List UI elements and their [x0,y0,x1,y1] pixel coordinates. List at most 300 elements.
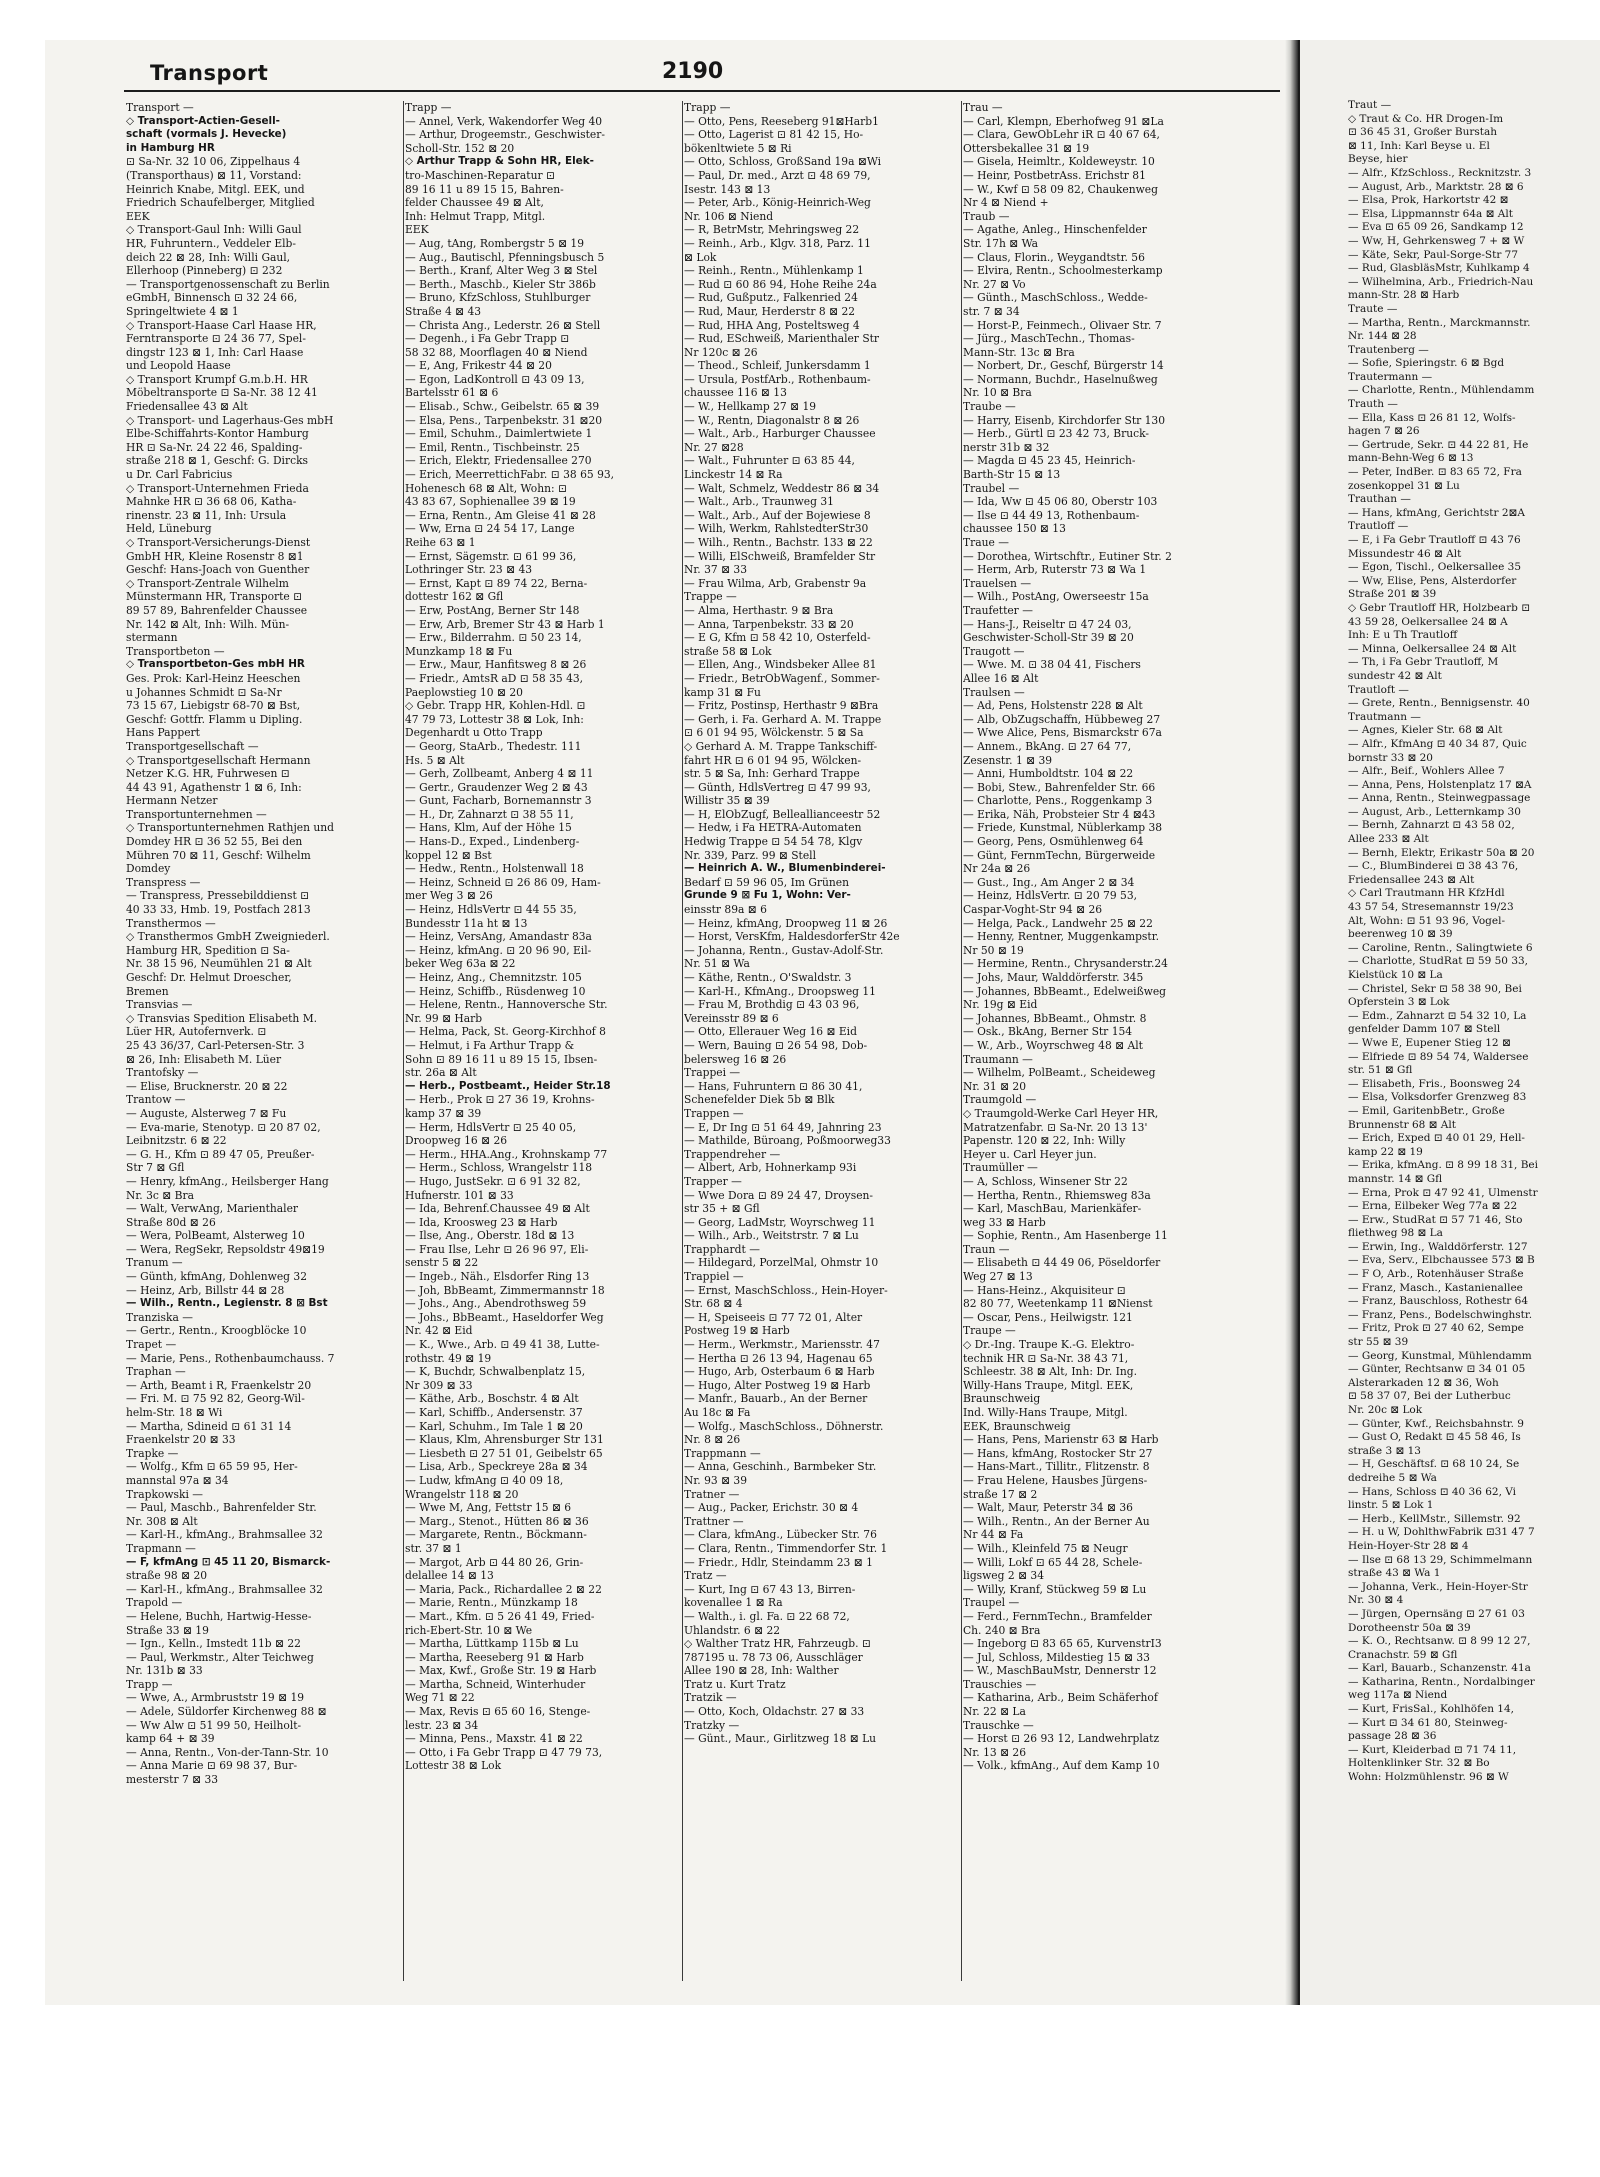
directory-entry-line: nerstr 31b ⊠ 32 [963,440,1050,454]
directory-entry-line: eGmbH, Binnensch ⊡ 32 24 66, [126,291,298,305]
directory-entry-line: — Hedw, i Fa HETRA-Automaten [684,821,862,835]
directory-entry-line: — Hans-J., Reiseltr ⊡ 47 24 03, [963,617,1132,631]
directory-entry-line: — Hans-Mart., Tillitr., Flitzenstr. 8 [963,1460,1150,1474]
directory-entry-line: ◇ Transthermos GmbH Zweigniederl. [126,930,330,944]
directory-entry-line: — Erika, Näh, Probsteier Str 4 ⊠43 [963,807,1156,821]
directory-entry-line: — Horst-P., Feinmech., Olivaer Str. 7 [963,318,1162,332]
directory-entry-line: — Auguste, Alsterweg 7 ⊠ Fu [126,1106,287,1120]
directory-entry-line: str 35 + ⊠ Gfl [684,1202,760,1216]
directory-entry-line: Nr. 106 ⊠ Niend [684,209,774,223]
directory-entry-line: Trautermann — [1348,370,1433,383]
column-divider [961,101,962,1981]
column-divider [403,101,404,1981]
directory-entry-line: — Johs., BbBeamt., Haseldorfer Weg [405,1310,604,1324]
directory-entry-line: — Heinz, kfmAng, Droopweg 11 ⊠ 26 [684,916,888,930]
directory-entry-line: bökenltwiete 5 ⊠ Ri [684,141,792,155]
directory-entry-line: — Anna, Rentn., Von-der-Tann-Str. 10 [126,1745,329,1759]
directory-entry-line: — Manfr., Bauarb., An der Berner [684,1392,868,1406]
directory-entry-line: — Rud, HHA Ang, Posteltsweg 4 [684,318,860,332]
directory-entry-line: 40 33 33, Hmb. 19, Postfach 2813 [126,903,311,917]
directory-entry-line: — Karl-H., kfmAng., Brahmsallee 32 [126,1528,323,1542]
directory-entry-line: — E, i Fa Gebr Trautloff ⊡ 43 76 [1348,534,1521,546]
directory-entry-line: — Anna, Geschinh., Barmbeker Str. [684,1460,877,1474]
directory-entry-line: Traphan — [126,1365,186,1379]
directory-entry-line: — Karl-H., KfmAng., Droopsweg 11 [684,984,876,998]
directory-entry-line: Allee 233 ⊠ Alt [1348,833,1429,846]
directory-entry-line: — Heinz, VersAng, Amandastr 83a [405,930,592,944]
directory-entry-line: Hedwig Trappe ⊡ 54 54 78, Klgv [684,835,863,849]
directory-entry-line: zosenkoppel 31 ⊠ Lu [1348,479,1460,492]
directory-entry-line: ligsweg 2 ⊠ 34 [963,1569,1045,1583]
directory-entry-line: — Gust., Ing., Am Anger 2 ⊠ 34 [963,875,1135,889]
directory-entry-line: — Rud, GlasbläsMstr, Kuhlkamp 4 [1348,262,1530,275]
directory-entry-line: — Hildegard, PorzelMal, Ohmstr 10 [684,1256,879,1270]
directory-entry-line: Trantow — [126,1093,186,1107]
directory-entry-line: Nr 44 ⊠ Fa [963,1528,1024,1542]
directory-entry-line: Weg 27 ⊠ 13 [963,1270,1033,1284]
directory-entry-line: — Wilhelm, PolBeamt., Scheideweg [963,1066,1156,1080]
directory-entry-line: — Erw, Arb, Bremer Str 43 ⊠ Harb 1 [405,617,605,631]
directory-entry-line: — Wwe, A., Armbruststr 19 ⊠ 19 [126,1691,305,1705]
directory-entry-line: — Ww, Elise, Pens, Alsterdorfer [1348,574,1517,587]
directory-entry-line: — Walt, Maur, Peterstr 34 ⊠ 36 [963,1501,1133,1515]
directory-entry-line: Traupe — [963,1324,1016,1338]
directory-entry-line: 43 59 28, Oelkersallee 24 ⊠ A [1348,615,1508,628]
directory-entry-line: — Edm., Zahnarzt ⊡ 54 32 10, La [1348,1009,1527,1022]
directory-entry-line: Trapp — [405,101,452,114]
directory-entry-line: — Wwe Alice, Pens, Bismarckstr 67a [963,726,1162,740]
directory-entry-line: Trapkowski — [126,1487,203,1501]
directory-entry-line: Nr. 144 ⊠ 28 [1348,330,1417,343]
directory-entry-line: Beyse, hier [1348,153,1408,166]
directory-entry-line: 43 57 54, Stresemannstr 19/23 [1348,901,1514,914]
directory-entry-line: GmbH HR, Kleine Rosenstr 8 ⊠1 [126,549,304,563]
directory-entry-line: — Christel, Sekr ⊡ 58 38 90, Bei [1348,982,1522,995]
directory-entry-line: — Paul, Dr. med., Arzt ⊡ 48 69 79, [684,168,871,182]
directory-entry-line: — Erna, Eilbeker Weg 77a ⊠ 22 [1348,1200,1518,1213]
directory-entry-line: Geschf: Gottfr. Flamm u Dipling. [126,712,303,726]
directory-entry-line: — Günt, FernmTechn, Bürgerweide [963,848,1156,862]
directory-entry-line: — Ferd., FernmTechn., Bramfelder [963,1609,1152,1623]
directory-entry-line: stermann [126,631,178,645]
directory-entry-line: Trautmann — [1348,710,1421,723]
directory-entry-line: — Bernh, Elektr, Erikastr 50a ⊠ 20 [1348,846,1535,859]
directory-entry-line: — Ad, Pens, Holstenstr 228 ⊠ Alt [963,699,1143,713]
directory-entry-line: — Margarete, Rentn., Böckmann- [405,1528,587,1542]
directory-entry-line: Str 7 ⊠ Gfl [126,1161,185,1175]
directory-entry-line: Grunde 9 ⊠ Fu 1, Wohn: Ver- [684,889,851,902]
directory-entry-line: — Norbert, Dr., Geschf, Bürgerstr 14 [963,359,1164,373]
directory-entry-line: — Johannes, BbBeamt., Edelweißweg [963,984,1167,998]
directory-entry-line: — Günth., MaschSchloss., Wedde- [963,291,1148,305]
directory-entry-line: — Günter, Rechtsanw ⊡ 34 01 05 [1348,1363,1526,1376]
directory-entry-line: HR, Fuhruntern., Veddeler Elb- [126,236,297,250]
directory-entry-line: Mann-Str. 13c ⊠ Bra [963,345,1075,359]
directory-entry-line: — Friedr., BetrObWagenf., Sommer- [684,671,880,685]
directory-entry-line: — Wilh., Rentn., An der Berner Au [963,1514,1150,1528]
directory-entry-line: — Ingeborg ⊡ 83 65 65, KurvenstrI3 [963,1637,1162,1651]
directory-entry-line: Straße 80d ⊠ 26 [126,1215,216,1229]
directory-entry-line: Nr. 20c ⊠ Lok [1348,1404,1423,1416]
directory-entry-line: — Henry, kfmAng., Heilsberger Hang [126,1174,329,1188]
directory-entry-line: Alt, Wohn: ⊡ 51 93 96, Vogel- [1348,914,1505,927]
directory-entry-line: Friedensallee 243 ⊠ Alt [1348,873,1475,886]
directory-entry-line: — Otto, Pens, Reeseberg 91⊠Harb1 [684,114,879,128]
header-rule [124,90,1280,92]
directory-entry-line: kamp 37 ⊠ 39 [405,1106,482,1120]
directory-entry-line: — Normann, Buchdr., Haselnußweg [963,372,1158,386]
directory-entry-line: bornstr 33 ⊠ 20 [1348,751,1433,764]
directory-entry-line: — Heinz, Arb, Billstr 44 ⊠ 28 [126,1283,285,1297]
directory-entry-line: — Heinr, PostbetrAss. Erichstr 81 [963,168,1146,182]
directory-entry-line: — Erna, Rentn., Am Gleise 41 ⊠ 28 [405,508,596,522]
directory-entry-line: — Karl, MaschBau, Marienkäfer- [963,1202,1142,1216]
directory-entry-line: — Magda ⊡ 45 23 45, Heinrich- [963,454,1136,468]
directory-entry-line: — Minna, Oelkersallee 24 ⊠ Alt [1348,642,1517,655]
directory-entry-line: in Hamburg HR [126,141,215,154]
directory-entry-line: ◇ Arthur Trapp & Sohn HR, Elek- [405,155,594,168]
directory-entry-line: — Anna, Rentn., Steinwegpassage [1348,792,1531,805]
directory-entry-line: Nr 4 ⊠ Niend + [963,196,1049,210]
directory-entry-line: ◇ Traut & Co. HR Drogen-Im [1348,112,1504,125]
directory-entry-line: — Arthur, Drogeemstr., Geschwister- [405,128,605,142]
directory-entry-line: Nr. 51 ⊠ Wa [684,957,750,971]
directory-entry-line: — Otto, Lagerist ⊡ 81 42 15, Ho- [684,128,864,142]
directory-entry-line: — Katharina, Arb., Beim Schäferhof [963,1691,1158,1705]
directory-entry-line: — F, kfmAng ⊡ 45 11 20, Bismarck- [126,1555,331,1568]
directory-entry-line: — Wern, Bauing ⊡ 26 54 98, Dob- [684,1038,868,1052]
directory-entry-line: — Emil, Rentn., Tischbeinstr. 25 [405,440,580,454]
directory-entry-line: — W., Kwf ⊡ 58 09 82, Chaukenweg [963,182,1158,196]
directory-entry-line: — Helma, Pack, St. Georg-Kirchhof 8 [405,1025,606,1039]
directory-entry-line: — Johs, Maur, Walddörferstr. 345 [963,971,1144,984]
directory-entry-line: Held, Lüneburg [126,522,212,536]
directory-entry-line: kamp 22 ⊠ 19 [1348,1145,1423,1158]
directory-entry-line: Scholl-Str. 152 ⊠ 20 [405,141,515,155]
directory-entry-line: — Herm., Werkmstr., Mariensstr. 47 [684,1338,880,1352]
directory-entry-line: — Frau M, Brothdig ⊡ 43 03 96, [684,998,860,1012]
directory-entry-line: — Frau Wilma, Arb, Grabenstr 9a [684,576,867,590]
directory-entry-line: Papenstr. 120 ⊠ 22, Inh: Willy [963,1134,1126,1148]
directory-entry-line: — Herb., Postbeamt., Heider Str.18 [405,1079,611,1092]
directory-entry-line: — Franz, Pens., Bodelschwinghstr. [1348,1308,1533,1321]
directory-entry-line: — Dorothea, Wirtschftr., Eutiner Str. 2 [963,549,1172,563]
directory-entry-line: ◇ Walther Tratz HR, Fahrzeugb. ⊡ [684,1637,871,1651]
directory-entry-line: — Gerh, Zollbeamt, Anberg 4 ⊠ 11 [405,767,594,781]
directory-entry-line: — Wolfg., Kfm ⊡ 65 59 95, Her- [126,1460,298,1474]
directory-entry-line: — Friede, Kunstmal, Nüblerkamp 38 [963,821,1163,835]
directory-entry-line: — Clara, GewObLehr iR ⊡ 40 67 64, [963,128,1160,142]
directory-entry-line: — H. u W, DohlthwFabrik ⊡31 47 7 [1348,1526,1535,1539]
directory-entry-line: Trapp — [126,1677,173,1691]
directory-entry-line: — Transportgenossenschaft zu Berlin [126,277,330,291]
directory-entry-line: — Willy, Kranf, Stückweg 59 ⊠ Lu [963,1582,1147,1596]
directory-entry-line: Bundesstr 11a ht ⊠ 13 [405,916,528,930]
directory-entry-line: — Martha, Sdineid ⊡ 61 31 14 [126,1419,292,1433]
directory-entry-line: fliethweg 98 ⊠ La [1348,1227,1443,1240]
directory-entry-line: — Walth., i. gl. Fa. ⊡ 22 68 72, [684,1609,850,1623]
directory-entry-line: Transpress — [126,875,201,889]
directory-entry-line: — Caroline, Rentn., Salingtwiete 6 [1348,941,1533,954]
directory-entry-line: — Herb., Prok ⊡ 27 36 19, Krohns- [405,1093,595,1107]
directory-entry-line: — Erw., Bilderrahm. ⊡ 50 23 14, [405,631,582,645]
directory-entry-line: kamp 64 + ⊠ 39 [126,1732,215,1746]
directory-column-5-facing-page [1348,99,1598,1979]
directory-entry-line: — Gisela, Heimltr., Koldeweystr. 10 [963,155,1155,169]
directory-entry-line: — Clara, kfmAng., Lübecker Str. 76 [684,1528,877,1542]
directory-entry-line: — Volk., kfmAng., Auf dem Kamp 10 [963,1759,1160,1773]
directory-entry-line: 787195 u. 78 73 06, Ausschläger [684,1650,863,1664]
directory-entry-line: Ind. Willy-Hans Traupe, Mitgl. [963,1406,1128,1419]
directory-entry-line: Sohn ⊡ 89 16 11 u 89 15 15, Ibsen- [405,1052,598,1066]
directory-entry-line: — Ida, Kroosweg 23 ⊠ Harb [405,1215,558,1229]
directory-entry-line: straße 43 ⊠ Wa 1 [1348,1567,1441,1580]
directory-entry-line: — Wwe M, Ang, Fettstr 15 ⊠ 6 [405,1501,572,1515]
directory-entry-line: — W., Arb., Woyrschweg 48 ⊠ Alt [963,1038,1143,1052]
directory-entry-line: — Heinz, HdlsVertr. ⊡ 20 79 53, [963,889,1138,903]
directory-entry-line: — Ursula, PostfArb., Rothenbaum- [684,372,871,386]
directory-entry-line: Netzer K.G. HR, Fuhrwesen ⊡ [126,767,290,781]
directory-entry-line: Geschf: Hans-Joach von Guenther [126,563,310,577]
directory-entry-line: tro-Maschinen-Reparatur ⊡ [405,168,555,182]
directory-entry-line: — Berth., Maschb., Kieler Str 386b [405,277,596,291]
directory-entry-line: — Ida, Behrenf.Chaussee 49 ⊠ Alt [405,1202,590,1216]
directory-entry-line: Trautenberg — [1348,343,1429,356]
directory-entry-line: Nr. 142 ⊠ Alt, Inh: Wilh. Mün- [126,617,290,631]
column-divider [682,101,683,1981]
directory-entry-line: — Albert, Arb, Hohnerkamp 93i [684,1161,857,1175]
directory-entry-line: Nr. 3c ⊠ Bra [126,1188,194,1202]
directory-entry-line: — G. H., Kfm ⊡ 89 47 05, Preußer- [126,1147,315,1161]
directory-entry-line: — Fritz, Prok ⊡ 27 40 62, Sempe [1348,1322,1524,1335]
directory-entry-line: Inh: E u Th Trautloff [1348,629,1458,642]
directory-entry-line: Friedensallee 43 ⊠ Alt [126,400,248,414]
directory-entry-line: Braunschweig [963,1392,1041,1406]
directory-entry-line: Traue — [963,536,1009,549]
directory-entry-line: ◇ Transvias Spedition Elisabeth M. [126,1011,318,1025]
directory-entry-line: — Rud ⊡ 60 86 94, Hohe Reihe 24a [684,277,877,291]
directory-entry-line: Nr. 37 ⊠ 33 [684,563,748,577]
directory-entry-line: — Käthe, Arb., Boschstr. 4 ⊠ Alt [405,1392,579,1406]
directory-entry-line: Trappmann — [684,1446,761,1460]
directory-entry-line: kamp 31 ⊠ Fu [684,685,761,699]
directory-entry-line: — Jürg., MaschTechn., Thomas- [963,332,1135,346]
directory-entry-line: — Minna, Pens., Maxstr. 41 ⊠ 22 [405,1732,583,1746]
directory-entry-line: straße 17 ⊠ 2 [963,1487,1038,1501]
directory-entry-line: — Gertrude, Sekr. ⊡ 44 22 81, He [1348,438,1529,451]
directory-column-2 [405,101,682,1981]
directory-entry-line: Nr. 27 ⊠28 [684,440,744,454]
directory-entry-line: Dorotheenstr 50a ⊠ 39 [1348,1621,1471,1634]
directory-entry-line: Trappei — [684,1066,741,1080]
directory-entry-line: — Lisa, Arb., Speckreye 28a ⊠ 34 [405,1460,588,1474]
directory-entry-line: mer Weg 3 ⊠ 26 [405,889,493,903]
directory-entry-line: ◇ Gebr Trautloff HR, Holzbearb ⊡ [1348,601,1531,614]
directory-entry-line: — Agathe, Anleg., Hinschenfelder [963,223,1147,237]
directory-entry-line: Lottestr 38 ⊠ Lok [405,1759,502,1773]
directory-entry-line: straße 3 ⊠ 13 [1348,1444,1421,1457]
directory-entry-line: — Ww, Erna ⊡ 24 54 17, Lange [405,522,575,536]
directory-entry-line: Tratz u. Kurt Tratz [684,1677,786,1691]
directory-entry-line: Au 18c ⊠ Fa [684,1406,751,1419]
directory-entry-line: — H, ElObZugf, Belleallianceestr 52 [684,807,881,821]
directory-entry-line: — Heinrich A. W., Blumenbinderei- [684,862,886,875]
directory-entry-line: — Käte, Sekr, Paul-Sorge-Str 77 [1348,248,1519,261]
directory-entry-line: Traumann — [963,1052,1033,1066]
directory-entry-line: — Heinz, Ang., Chemnitzstr. 105 [405,971,582,984]
directory-entry-line: ⊡ 58 37 07, Bei der Lutherbuc [1348,1390,1511,1403]
directory-entry-line: — Ellen, Ang., Windsbeker Allee 81 [684,658,877,672]
directory-entry-line: Mühren 70 ⊠ 11, Geschf: Wilhelm [126,848,311,862]
directory-entry-line: — Gunt, Facharb, Bornemannstr 3 [405,794,592,808]
directory-entry-line: ◇ Gebr. Trapp HR, Kohlen-Hdl. ⊡ [405,699,586,713]
directory-entry-line: — Otto, i Fa Gebr Trapp ⊡ 47 79 73, [405,1745,603,1759]
directory-entry-line: straße 58 ⊠ Lok [684,644,772,658]
directory-entry-line: — Herm, Arb, Ruterstr 73 ⊠ Wa 1 [963,563,1147,577]
directory-entry-line: Transportgesellschaft — [126,739,259,753]
directory-entry-line: — Günter, Kwf., Reichsbahnstr. 9 [1348,1417,1524,1430]
directory-entry-line: 44 43 91, Agathenstr 1 ⊠ 6, Inh: [126,780,302,794]
directory-entry-line: — Herm., HHA.Ang., Krohnskamp 77 [405,1147,608,1161]
directory-entry-line: Heinrich Knabe, Mitgl. EEK, und [126,182,305,196]
directory-entry-line: Barth-Str 15 ⊠ 13 [963,468,1061,482]
directory-entry-line: 43 83 67, Sophienallee 39 ⊠ 19 [405,495,576,509]
directory-entry-line: Traumgold — [963,1093,1037,1107]
directory-entry-line: — Ernst, Sägemstr. ⊡ 61 99 36, [405,549,577,563]
directory-entry-line: ◇ Transportgesellschaft Hermann [126,753,311,767]
directory-entry-line: Mahnke HR ⊡ 36 68 06, Katha- [126,495,297,509]
directory-entry-line: — Oscar, Pens., Heilwigstr. 121 [963,1310,1133,1324]
directory-entry-line: — C., BlumBinderei ⊡ 38 43 76, [1348,860,1519,873]
directory-entry-line: — Hugo, JustSekr. ⊡ 6 91 32 82, [405,1174,581,1188]
directory-entry-line: — Marg., Stenot., Hütten 86 ⊠ 36 [405,1514,589,1528]
directory-entry-line: Allee 190 ⊠ 28, Inh: Walther [684,1664,839,1678]
directory-entry-line: — Liesbeth ⊡ 27 51 01, Geibelstr 65 [405,1446,603,1460]
directory-entry-line: Lüer HR, Autofernverk. ⊡ [126,1025,267,1039]
directory-entry-line: fahrt HR ⊡ 6 01 94 95, Wölcken- [684,753,862,767]
directory-entry-line: Ch. 240 ⊠ Bra [963,1623,1041,1637]
directory-entry-line: — Paul, Maschb., Bahrenfelder Str. [126,1501,317,1515]
directory-entry-line: — Wilh., Kleinfeld 75 ⊠ Neugr [963,1541,1128,1555]
directory-entry-line: Caspar-Voght-Str 94 ⊠ 26 [963,903,1103,917]
directory-entry-line: — Ilse ⊡ 44 49 13, Rothenbaum- [963,508,1140,522]
directory-entry-line: — Wilhelmina, Arb., Friedrich-Nau [1348,275,1534,288]
directory-entry-line: Trautloff — [1348,520,1409,533]
directory-entry-line: Traub — [963,209,1010,223]
directory-entry-line: Hamburg HR, Spedition ⊡ Sa- [126,943,290,957]
directory-entry-line: chaussee 150 ⊠ 13 [963,522,1066,536]
directory-entry-line: mann-Str. 28 ⊠ Harb [1348,289,1460,302]
directory-entry-line: Tranziska — [126,1310,193,1324]
directory-entry-line: Nr. 42 ⊠ Eid [405,1324,473,1338]
directory-entry-line: Tratzik — [684,1691,737,1705]
directory-entry-line: — Martha, Reeseberg 91 ⊠ Harb [405,1650,584,1664]
directory-entry-line: Willy-Hans Traupe, Mitgl. EEK, [963,1378,1134,1392]
directory-entry-line: Straße 201 ⊠ 39 [1348,588,1437,601]
directory-entry-line: einsstr 89a ⊠ 6 [684,903,767,917]
directory-entry-line: — Erich, MeerrettichFabr. ⊡ 38 65 93, [405,468,615,482]
directory-entry-line: Inh: Helmut Trapp, Mitgl. [405,209,546,223]
directory-entry-line: — Horst ⊡ 26 93 12, Landwehrplatz [963,1732,1160,1746]
directory-entry-line: mann-Behn-Weg 6 ⊠ 13 [1348,452,1474,465]
directory-entry-line: — Ww Alw ⊡ 51 99 50, Heilholt- [126,1718,302,1732]
directory-entry-line: — Bobi, Stew., Bahrenfelder Str. 66 [963,780,1156,794]
directory-entry-line: — Kurt, Kleiderbad ⊡ 71 74 11, [1348,1743,1517,1756]
directory-entry-line: — Sophie, Rentn., Am Hasenberge 11 [963,1229,1168,1243]
directory-entry-line: — Th, i Fa Gebr Trautloff, M [1348,656,1499,669]
directory-entry-line: — Christa Ang., Lederstr. 26 ⊠ Stell [405,318,601,332]
directory-entry-line: ⊠ 11, Inh: Karl Beyse u. El [1348,139,1490,152]
directory-entry-line: ⊡ 36 45 31, Großer Burstah [1348,126,1498,139]
directory-entry-line: — H, Geschäftsf. ⊡ 68 10 24, Se [1348,1458,1520,1471]
directory-entry-line: Transport — [126,101,194,114]
directory-column-4 [963,101,1283,1981]
directory-entry-line: Holtenklinker Str. 32 ⊠ Bo [1348,1757,1490,1770]
directory-entry-line: — Elisab., Schw., Geibelstr. 65 ⊠ 39 [405,400,600,414]
directory-entry-line: — Elise, Brucknerstr. 20 ⊠ 22 [126,1079,288,1093]
directory-entry-line: — Heinz, HdlsVertr ⊡ 44 55 35, [405,903,577,917]
directory-entry-line: Traubel — [963,481,1020,495]
directory-entry-line: Allee 16 ⊠ Alt [963,671,1039,685]
directory-entry-line: — Elsa, Prok, Harkortstr 42 ⊠ [1348,194,1509,207]
directory-entry-line: Tratz — [684,1569,727,1583]
directory-entry-line: — Egon, Tischl., Oelkersallee 35 [1348,561,1522,574]
directory-entry-line: delallee 14 ⊠ 13 [405,1569,494,1583]
directory-entry-line: — Anni, Humboldtstr. 104 ⊠ 22 [963,767,1134,781]
directory-entry-line: Tratzky — [684,1718,740,1732]
directory-entry-line: — Reinh., Arb., Klgv. 318, Parz. 11 [684,236,871,250]
directory-entry-line: — Wilh., PostAng, Owerseestr 15a [963,590,1149,604]
directory-entry-line: — Kurt ⊡ 34 61 80, Steinweg- [1348,1716,1508,1729]
directory-entry-line: — Maria, Pack., Richardallee 2 ⊠ 22 [405,1582,602,1596]
directory-entry-line: deich 22 ⊠ 28, Inh: Willi Gaul, [126,250,291,264]
directory-entry-line: — Erich, Exped ⊡ 40 01 29, Hell- [1348,1132,1525,1145]
directory-entry-line: — Helene, Buchh, Hartwig-Hesse- [126,1609,312,1623]
directory-entry-line: — Elsa, Pens., Tarpenbekstr. 31 ⊠20 [405,413,603,427]
directory-entry-line: Friedrich Schaufelberger, Mitglied [126,196,315,210]
directory-entry-line: ◇ Transportunternehmen Rathjen und [126,821,334,835]
directory-entry-line: Str. 68 ⊠ 4 [684,1297,743,1311]
directory-entry-line: 89 16 11 u 89 15 15, Bahren- [405,182,564,196]
directory-entry-line: Trapper — [684,1174,742,1188]
directory-entry-line: — Günth, HdlsVertreg ⊡ 47 99 93, [684,780,871,794]
directory-entry-line: — Georg, Pens, Osmühlenweg 64 [963,835,1144,849]
directory-entry-line: Weg 71 ⊠ 22 [405,1691,475,1705]
directory-entry-line: — Erwin, Ing., Walddörferstr. 127 [1348,1240,1528,1253]
directory-entry-line: — Anna Marie ⊡ 69 98 37, Bur- [126,1759,298,1773]
directory-entry-line: — Wilh, Werkm, RahlstedterStr30 [684,522,869,536]
directory-entry-line: mesterstr 7 ⊠ 33 [126,1773,219,1787]
directory-entry-line: — Hugo, Arb, Osterbaum 6 ⊠ Harb [684,1365,875,1379]
directory-entry-line: — Wolfg., MaschSchloss., Döhnerstr. [684,1419,884,1433]
directory-entry-line: Nr. 30 ⊠ 4 [1348,1594,1404,1607]
directory-entry-line: — Bruno, KfzSchloss, Stuhlburger [405,291,591,305]
directory-entry-line: — Degenh., i Fa Gebr Trapp ⊡ [405,332,570,346]
directory-entry-line: Transportbeton — [126,644,225,658]
directory-entry-line: linstr. 5 ⊠ Lok 1 [1348,1499,1434,1512]
directory-entry-line: — Ww, H, Gehrkensweg 7 + ⊠ W [1348,234,1525,247]
directory-entry-line: ⊠ 26, Inh: Elisabeth M. Lüer [126,1052,282,1066]
directory-entry-line: — Walt., Arb., Auf der Bojewiese 8 [684,508,871,522]
directory-entry-line: Traut — [1348,99,1392,111]
directory-entry-line: weg 117a ⊠ Niend [1348,1689,1448,1702]
directory-entry-line: ◇ Transport Krumpf G.m.b.H. HR [126,372,308,386]
directory-entry-line: — Katharina, Rentn., Nordalbinger [1348,1675,1535,1688]
directory-entry-line: — Ign., Kelln., Imstedt 11b ⊠ 22 [126,1637,301,1651]
directory-entry-line: Isestr. 143 ⊠ 13 [684,182,771,196]
directory-entry-line: u Dr. Carl Fabricius [126,468,233,482]
directory-entry-line: Nr. 22 ⊠ La [963,1705,1026,1719]
